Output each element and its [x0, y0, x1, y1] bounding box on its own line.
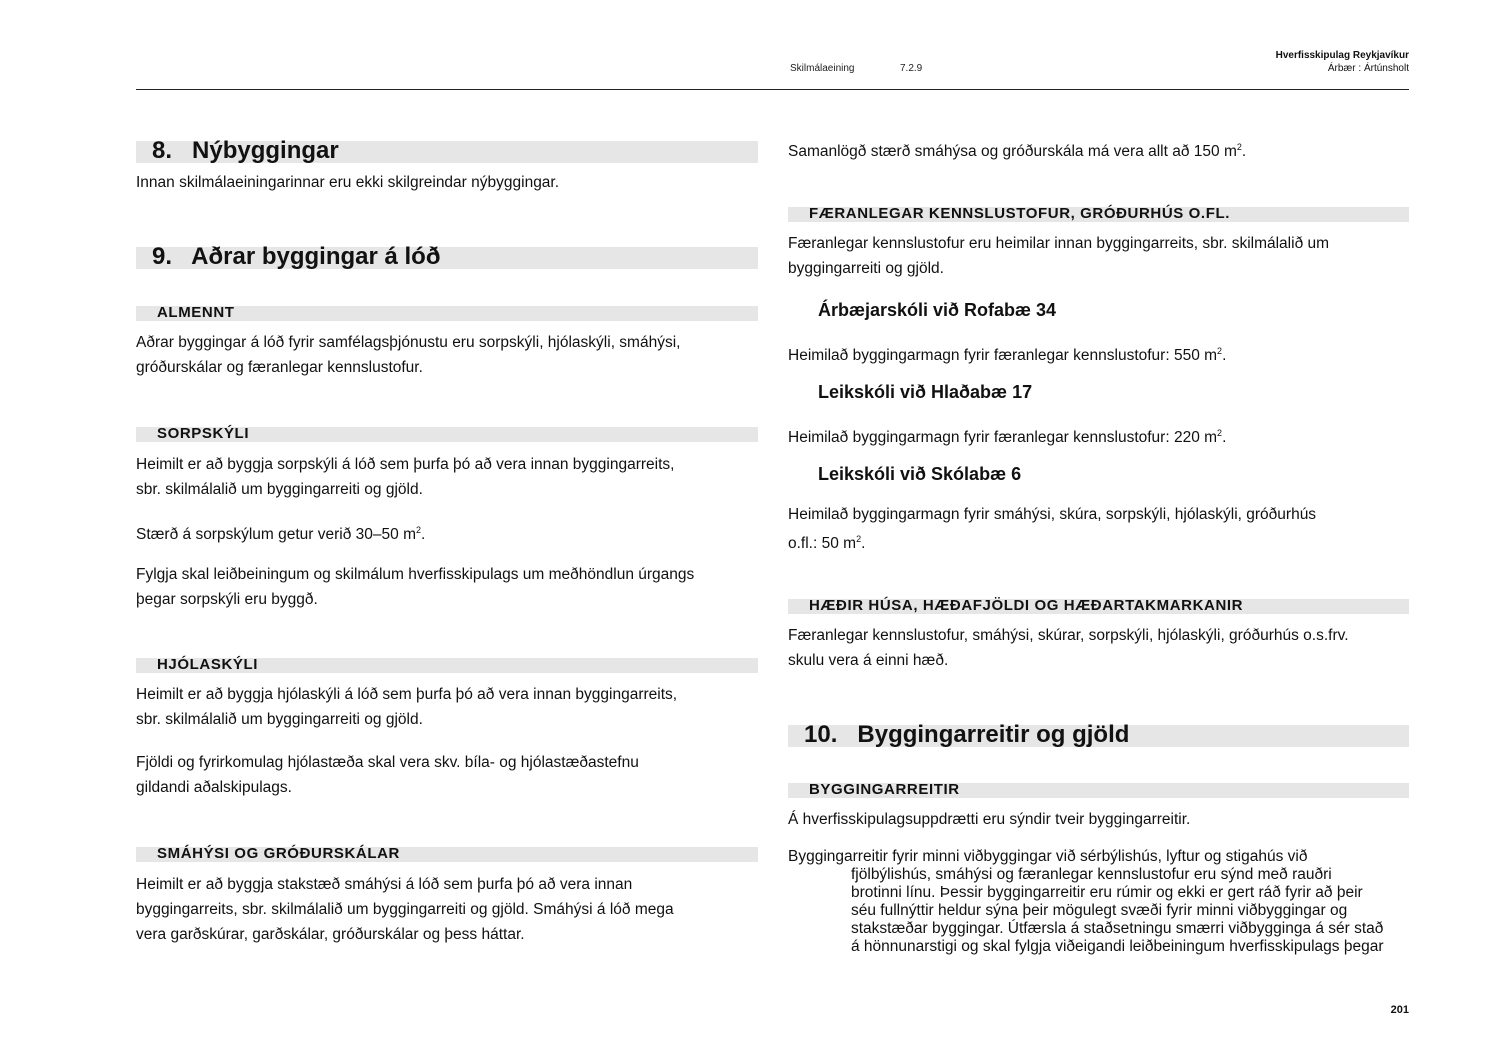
hjolaskyli-p2-line-1: Fjöldi og fyrirkomulag hjólastæða skal vera skv. bíla- og hjólastæðastefnu	[136, 754, 639, 771]
kennslustofur-line-1: Færanlegar kennslustofur eru heimilar innan byggingarreits, sbr. skilmálalið um	[788, 235, 1330, 252]
smahysi-line-1: Heimilt er að byggja stakstæð smáhýsi á lóð sem þurfa þó að vera innan	[136, 876, 633, 893]
section-9-heading	[152, 243, 441, 271]
section-8-title: Nýbyggingar	[192, 137, 339, 164]
smahysi-total-size-sup: 2	[1236, 142, 1242, 152]
haedir-heading: HÆÐIR HÚSA, HÆÐAFJÖLDI OG HÆÐARTAKMARKANIR	[809, 597, 1244, 614]
header-rule	[136, 89, 1409, 90]
almennt-line-1: Aðrar byggingar á lóð fyrir samfélagsþjónustu eru sorpskýli, hjólaskýli, smáhýsi,	[136, 334, 681, 351]
byggingarreitir-p2-line-2: fjölbýlishús, smáhýsi og færanlegar kennslustofur eru sýnd með rauðri	[851, 866, 1332, 883]
header-doc-subtitle: Árbær : Ártúnsholt	[1327, 63, 1409, 74]
kennslustofur-body	[788, 231, 1329, 281]
hjolaskyli-p1-line-2: sbr. skilmálalið um byggingarreiti og gjöld.	[136, 711, 423, 728]
kennslustofur-heading: FÆRANLEGAR KENNSLUSTOFUR, GRÓÐURHÚS O.FL.	[809, 205, 1230, 222]
sorpskyli-p2-text: Stærð á sorpskýlum getur verið 30–50 m	[136, 526, 416, 543]
almennt-body	[136, 330, 680, 380]
byggingarreitir-p2-rest	[788, 866, 1384, 956]
smahysi-total-size	[788, 135, 1246, 164]
skolabae-line-2-text: o.fl.: 50 m	[788, 535, 857, 552]
hladabae-sup: 2	[1217, 428, 1223, 438]
byggingarreitir-p2-line-3: brotinni línu. Þessir byggingarreitir eru rúmir og ekki er gert ráð fyrir að þeir	[851, 884, 1363, 901]
sorpskyli-p3-line-2: þegar sorpskýli eru byggð.	[136, 591, 318, 608]
section-8-number: 8.	[152, 137, 173, 164]
sorpskyli-heading: SORPSKÝLI	[157, 425, 250, 442]
skolabae-line-2	[788, 527, 1316, 556]
almennt-line-2: gróðurskálar og færanlegar kennslustofur.	[136, 359, 423, 376]
hjolaskyli-p1	[136, 682, 677, 732]
skolabae-line-1: Heimilað byggingarmagn fyrir smáhýsi, skúra, sorpskýli, hjólaskýli, gróðurhús	[788, 506, 1317, 523]
arbaejarskoli-text: Heimilað byggingarmagn fyrir færanlegar kennslustofur: 550 m	[788, 347, 1218, 364]
byggingarreitir-heading: BYGGINGARREITIR	[809, 781, 960, 798]
hladabae-end: .	[1222, 429, 1227, 446]
almennt-heading: ALMENNT	[157, 304, 235, 321]
byggingarreitir-p2	[788, 848, 1384, 956]
hjolaskyli-p2-line-2: gildandi aðalskipulags.	[136, 779, 292, 796]
hladabae-heading: Leikskóli við Hlaðabæ 17	[818, 382, 1033, 402]
section-9-number: 9.	[152, 243, 173, 270]
section-10-heading	[804, 721, 1129, 749]
smahysi-total-size-end: .	[1241, 143, 1247, 160]
hjolaskyli-heading: HJÓLASKÝLI	[157, 656, 259, 673]
section-8-body: Innan skilmálaeiningarinnar eru ekki skilgreindar nýbyggingar.	[136, 174, 560, 191]
sorpskyli-p1	[136, 452, 674, 502]
smahysi-body	[136, 872, 674, 947]
byggingarreitir-p2-first: Byggingarreitir fyrir minni viðbyggingar við sérbýlishús, lyftur og stigahús við	[788, 848, 1308, 865]
byggingarreitir-p2-line-6: á hönnunarstigi og skal fylgja viðeigandi leiðbeiningum hverfisskipulags þegar	[851, 938, 1384, 955]
arbaejarskoli-sup: 2	[1217, 346, 1223, 356]
sorpskyli-p2	[136, 518, 425, 547]
arbaejarskoli-heading: Árbæjarskóli við Rofabæ 34	[818, 300, 1057, 320]
sorpskyli-p3-line-1: Fylgja skal leiðbeiningum og skilmálum hverfisskipulags um meðhöndlun úrgangs	[136, 566, 695, 583]
skolabae-sup: 2	[856, 534, 862, 544]
haedir-line-1: Færanlegar kennslustofur, smáhýsi, skúrar, sorpskýli, hjólaskýli, gróðurhús o.s.frv.	[788, 627, 1349, 644]
header-unit-number: 7.2.9	[900, 63, 923, 74]
sorpskyli-p2-end: .	[421, 526, 426, 543]
section-8-heading	[152, 137, 339, 165]
section-9-title: Aðrar byggingar á lóð	[191, 243, 441, 270]
smahysi-heading: SMÁHÝSI OG GRÓÐURSKÁLAR	[157, 845, 400, 862]
hladabae-text: Heimilað byggingarmagn fyrir færanlegar kennslustofur: 220 m	[788, 429, 1218, 446]
skolabae-heading: Leikskóli við Skólabæ 6	[818, 464, 1022, 484]
byggingarreitir-p2-line-4: séu fullnýttir heldur sýna þeir mögulegt svæði fyrir minni viðbyggingar og	[851, 902, 1348, 919]
header-doc-title: Hverfisskipulag Reykjavíkur	[1275, 50, 1409, 61]
hladabae-body	[788, 421, 1226, 450]
section-10-title: Byggingarreitir og gjöld	[857, 721, 1130, 748]
arbaejarskoli-body	[788, 339, 1226, 368]
hjolaskyli-p2	[136, 750, 639, 800]
kennslustofur-line-2: byggingarreiti og gjöld.	[788, 260, 944, 277]
haedir-line-2: skulu vera á einni hæð.	[788, 652, 949, 669]
byggingarreitir-p1: Á hverfisskipulagsuppdrætti eru sýndir tveir byggingarreitir.	[788, 811, 1191, 828]
skolabae-body	[788, 502, 1316, 556]
byggingarreitir-p2-line-5: stakstæðar byggingar. Útfærsla á staðsetningu smærri viðbygginga á sér stað	[851, 920, 1384, 937]
haedir-body	[788, 623, 1349, 673]
arbaejarskoli-end: .	[1222, 347, 1227, 364]
sorpskyli-p2-sup: 2	[415, 525, 421, 535]
skolabae-end: .	[861, 535, 866, 552]
smahysi-line-2: byggingarreits, sbr. skilmálalið um byggingarreiti og gjöld. Smáhýsi á lóð mega	[136, 901, 674, 918]
sorpskyli-p3	[136, 562, 694, 612]
smahysi-total-size-text: Samanlögð stærð smáhýsa og gróðurskála má vera allt að 150 m	[788, 143, 1237, 160]
smahysi-line-3: vera garðskúrar, garðskálar, gróðurskálar og þess háttar.	[136, 926, 525, 943]
sorpskyli-p1-line-1: Heimilt er að byggja sorpskýli á lóð sem þurfa þó að vera innan byggingarreits,	[136, 456, 675, 473]
header-unit-label: Skilmálaeining	[790, 63, 855, 74]
hjolaskyli-p1-line-1: Heimilt er að byggja hjólaskýli á lóð sem þurfa þó að vera innan byggingarreits,	[136, 686, 678, 703]
section-10-number: 10.	[804, 721, 838, 748]
sorpskyli-p1-line-2: sbr. skilmálalið um byggingarreiti og gjöld.	[136, 481, 423, 498]
page-number: 201	[1390, 1004, 1409, 1016]
